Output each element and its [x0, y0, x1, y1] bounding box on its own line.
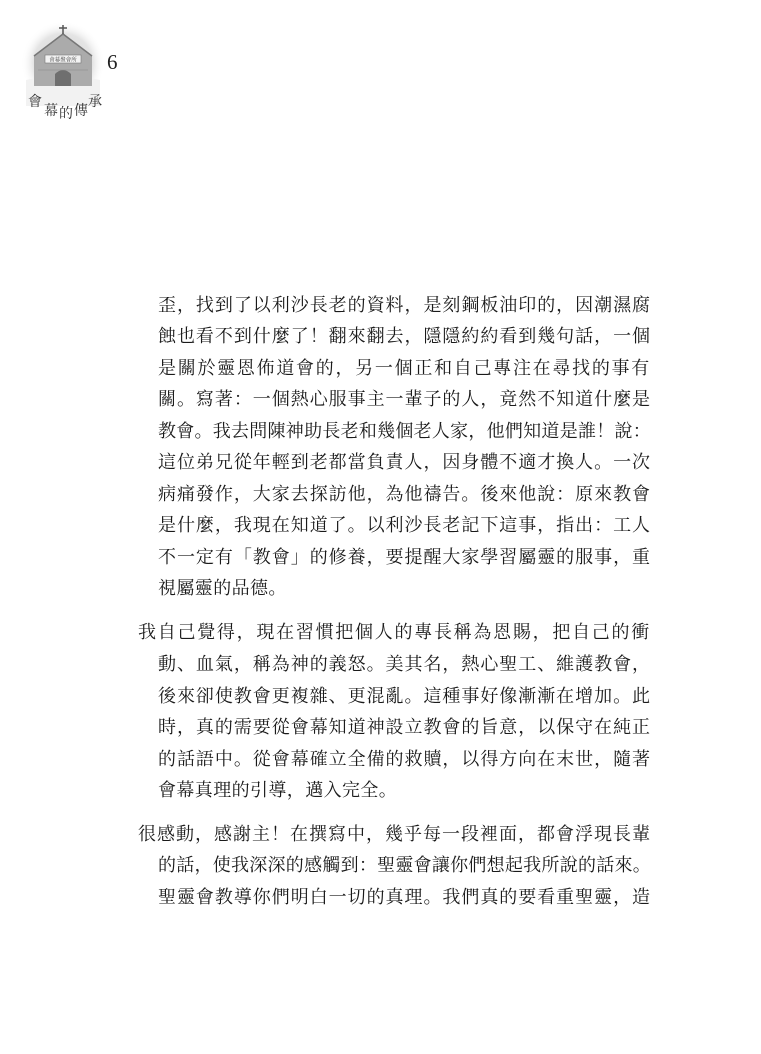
text-line: 聖靈會教導你們明白一切的真理。我們真的要看重聖靈，造 — [158, 887, 651, 908]
header-char: 傳 — [74, 103, 88, 119]
page-number: 6 — [107, 50, 118, 74]
header-char: 的 — [59, 106, 73, 122]
text-line: 是關於靈恩佈道會的，另一個正和自己專注在尋找的事有 — [158, 358, 651, 379]
header-char: 承 — [88, 94, 102, 110]
text-line: 時，真的需要從會幕知道神設立教會的旨意，以保守在純正 — [158, 717, 651, 738]
text-line: 會幕真理的引導，邁入完全。 — [158, 780, 398, 801]
text-line: 很感動，感謝主！在撰寫中，幾乎每一段裡面，都會浮現長輩 — [138, 824, 651, 845]
text-line: 病痛發作，大家去探訪他，為他禱告。後來他說：原來教會 — [158, 484, 651, 505]
text-line: 不一定有「教會」的修養，要提醒大家學習屬靈的服事，重 — [158, 547, 651, 568]
text-line: 後來卻使教會更複雜、更混亂。這種事好像漸漸在增加。此 — [158, 686, 651, 707]
text-line: 蝕也看不到什麼了！翻來翻去，隱隱約約看到幾句話，一個 — [158, 326, 651, 347]
text-line: 我自己覺得，現在習慣把個人的專長稱為恩賜，把自己的衝 — [138, 622, 651, 643]
header-char: 會 — [28, 94, 42, 110]
text-line: 歪，找到了以利沙長老的資料，是刻鋼板油印的，因潮濕腐 — [158, 295, 651, 316]
header-char: 幕 — [44, 103, 58, 119]
text-line: 的話語中。從會幕確立全備的救贖，以得方向在末世，隨著 — [158, 749, 651, 770]
text-line: 的話，使我深深的感觸到：聖靈會讓你們想起我所說的話來。 — [158, 855, 651, 876]
text-line: 視屬靈的品德。 — [158, 578, 287, 599]
text-line: 動、血氣，稱為神的義怒。美其名，熱心聖工、維護教會， — [158, 654, 651, 675]
text-line: 教會。我去問陳神助長老和幾個老人家，他們知道是誰！說： — [158, 421, 651, 442]
text-line: 是什麼，我現在知道了。以利沙長老記下這事，指出：工人 — [158, 515, 651, 536]
text-line: 關。寫著：一個熱心服事主一輩子的人，竟然不知道什麼是 — [158, 389, 651, 410]
emblem-sign: 會幕聚會所 — [49, 57, 77, 64]
text-line: 這位弟兄從年輕到老都當負責人，因身體不適才換人。一次 — [158, 452, 651, 473]
